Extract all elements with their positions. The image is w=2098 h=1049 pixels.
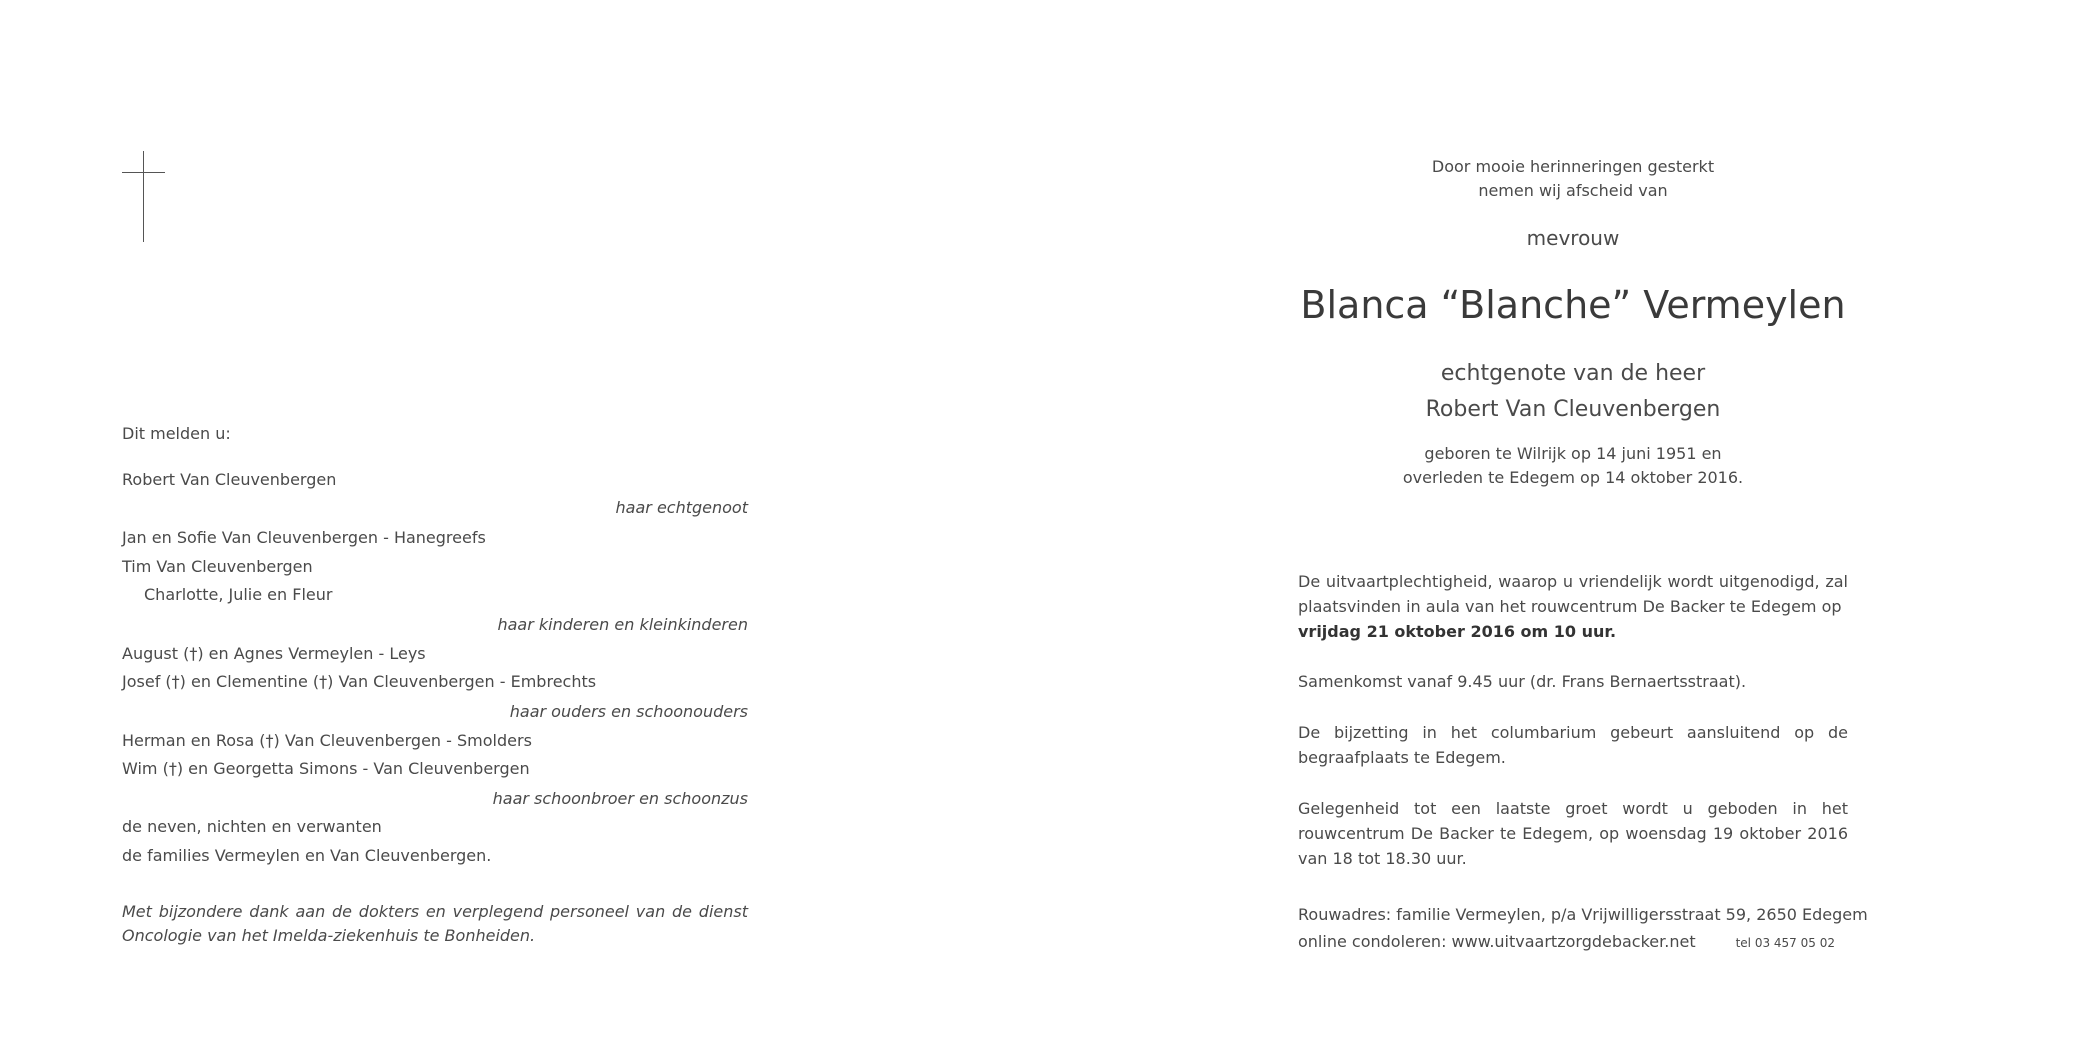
relation-label: haar kinderen en kleinkinderen (497, 615, 748, 634)
ceremony-date: vrijdag 21 oktober 2016 om 10 uur. (1298, 622, 1617, 641)
family-member-line: Josef (†) en Clementine (†) Van Cleuvenbergen - Embrechts (122, 672, 597, 691)
died-text: overleden te Edegem op 14 oktober 2016. (1402, 468, 1744, 487)
family-member-line: Wim (†) en Georgetta Simons - Van Cleuvenbergen (122, 759, 530, 778)
deceased-name: Blanca “Blanche” Vermeylen (1300, 283, 1846, 327)
born-text: geboren te Wilrijk op 14 juni 1951 en (1424, 444, 1722, 463)
contact-row (1298, 929, 1835, 956)
burial-text: De bijzetting in het columbarium gebeurt aansluitend op de begraafplaats te Edegem. (1298, 723, 1848, 767)
relation-label: haar ouders en schoonouders (509, 702, 748, 721)
online-condolence-text[interactable]: online condoleren: www.uitvaartzorgdebacker.net (1298, 932, 1696, 951)
visitation-text: Gelegenheid tot een laatste groet wordt u geboden in het rouwcentrum De Backer te Edegem, op woensdag 19 oktober 2016 van 18 tot 18.30 uur. (1298, 799, 1848, 868)
title-text: mevrouw (1526, 226, 1620, 250)
spouse-line-2: Robert Van Cleuvenbergen (1425, 397, 1721, 422)
family-member-line: Robert Van Cleuvenbergen (122, 470, 337, 489)
telephone-text: tel 03 457 05 02 (1735, 936, 1835, 950)
intro-line-1: Door mooie herinneringen gesterkt (1431, 157, 1715, 176)
family-member-line: de neven, nichten en verwanten (122, 817, 382, 836)
family-member-line: Charlotte, Julie en Fleur (144, 585, 333, 604)
thanks-text: Met bijzondere dank aan de dokters en verplegend personeel van de dienst Oncologie van het Imelda-ziekenhuis te Bonheiden. (122, 902, 748, 945)
relation-label: haar echtgenoot (615, 498, 748, 517)
intro-line-2: nemen wij afscheid van (1478, 181, 1668, 200)
ceremony-paragraph (1298, 569, 1848, 644)
family-member-line: Jan en Sofie Van Cleuvenbergen - Hanegreefs (122, 528, 486, 547)
dates-block (1123, 442, 2023, 490)
relation-label: haar schoonbroer en schoonzus (492, 789, 748, 808)
family-member-line: Herman en Rosa (†) Van Cleuvenbergen - Smolders (122, 731, 532, 750)
spouse-block (1123, 356, 2023, 428)
ceremony-text: De uitvaartplechtigheid, waarop u vriendelijk wordt uitgenodigd, zal plaatsvinden in aula van het rouwcentrum De Backer te Edegem op (1298, 572, 1848, 616)
address-text: Rouwadres: familie Vermeylen, p/a Vrijwilligersstraat 59, 2650 Edegem (1298, 905, 1868, 924)
intro-block (1123, 155, 2023, 203)
intro-text: Dit melden u: (122, 424, 231, 443)
spouse-line-1: echtgenote van de heer (1440, 361, 1706, 386)
family-member-line: August (†) en Agnes Vermeylen - Leys (122, 644, 426, 663)
gathering-text: Samenkomst vanaf 9.45 uur (dr. Frans Bernaertsstraat). (1298, 672, 1747, 691)
family-column (122, 0, 748, 1049)
family-member-line: Tim Van Cleuvenbergen (122, 557, 313, 576)
family-member-line: de families Vermeylen en Van Cleuvenbergen. (122, 846, 492, 865)
